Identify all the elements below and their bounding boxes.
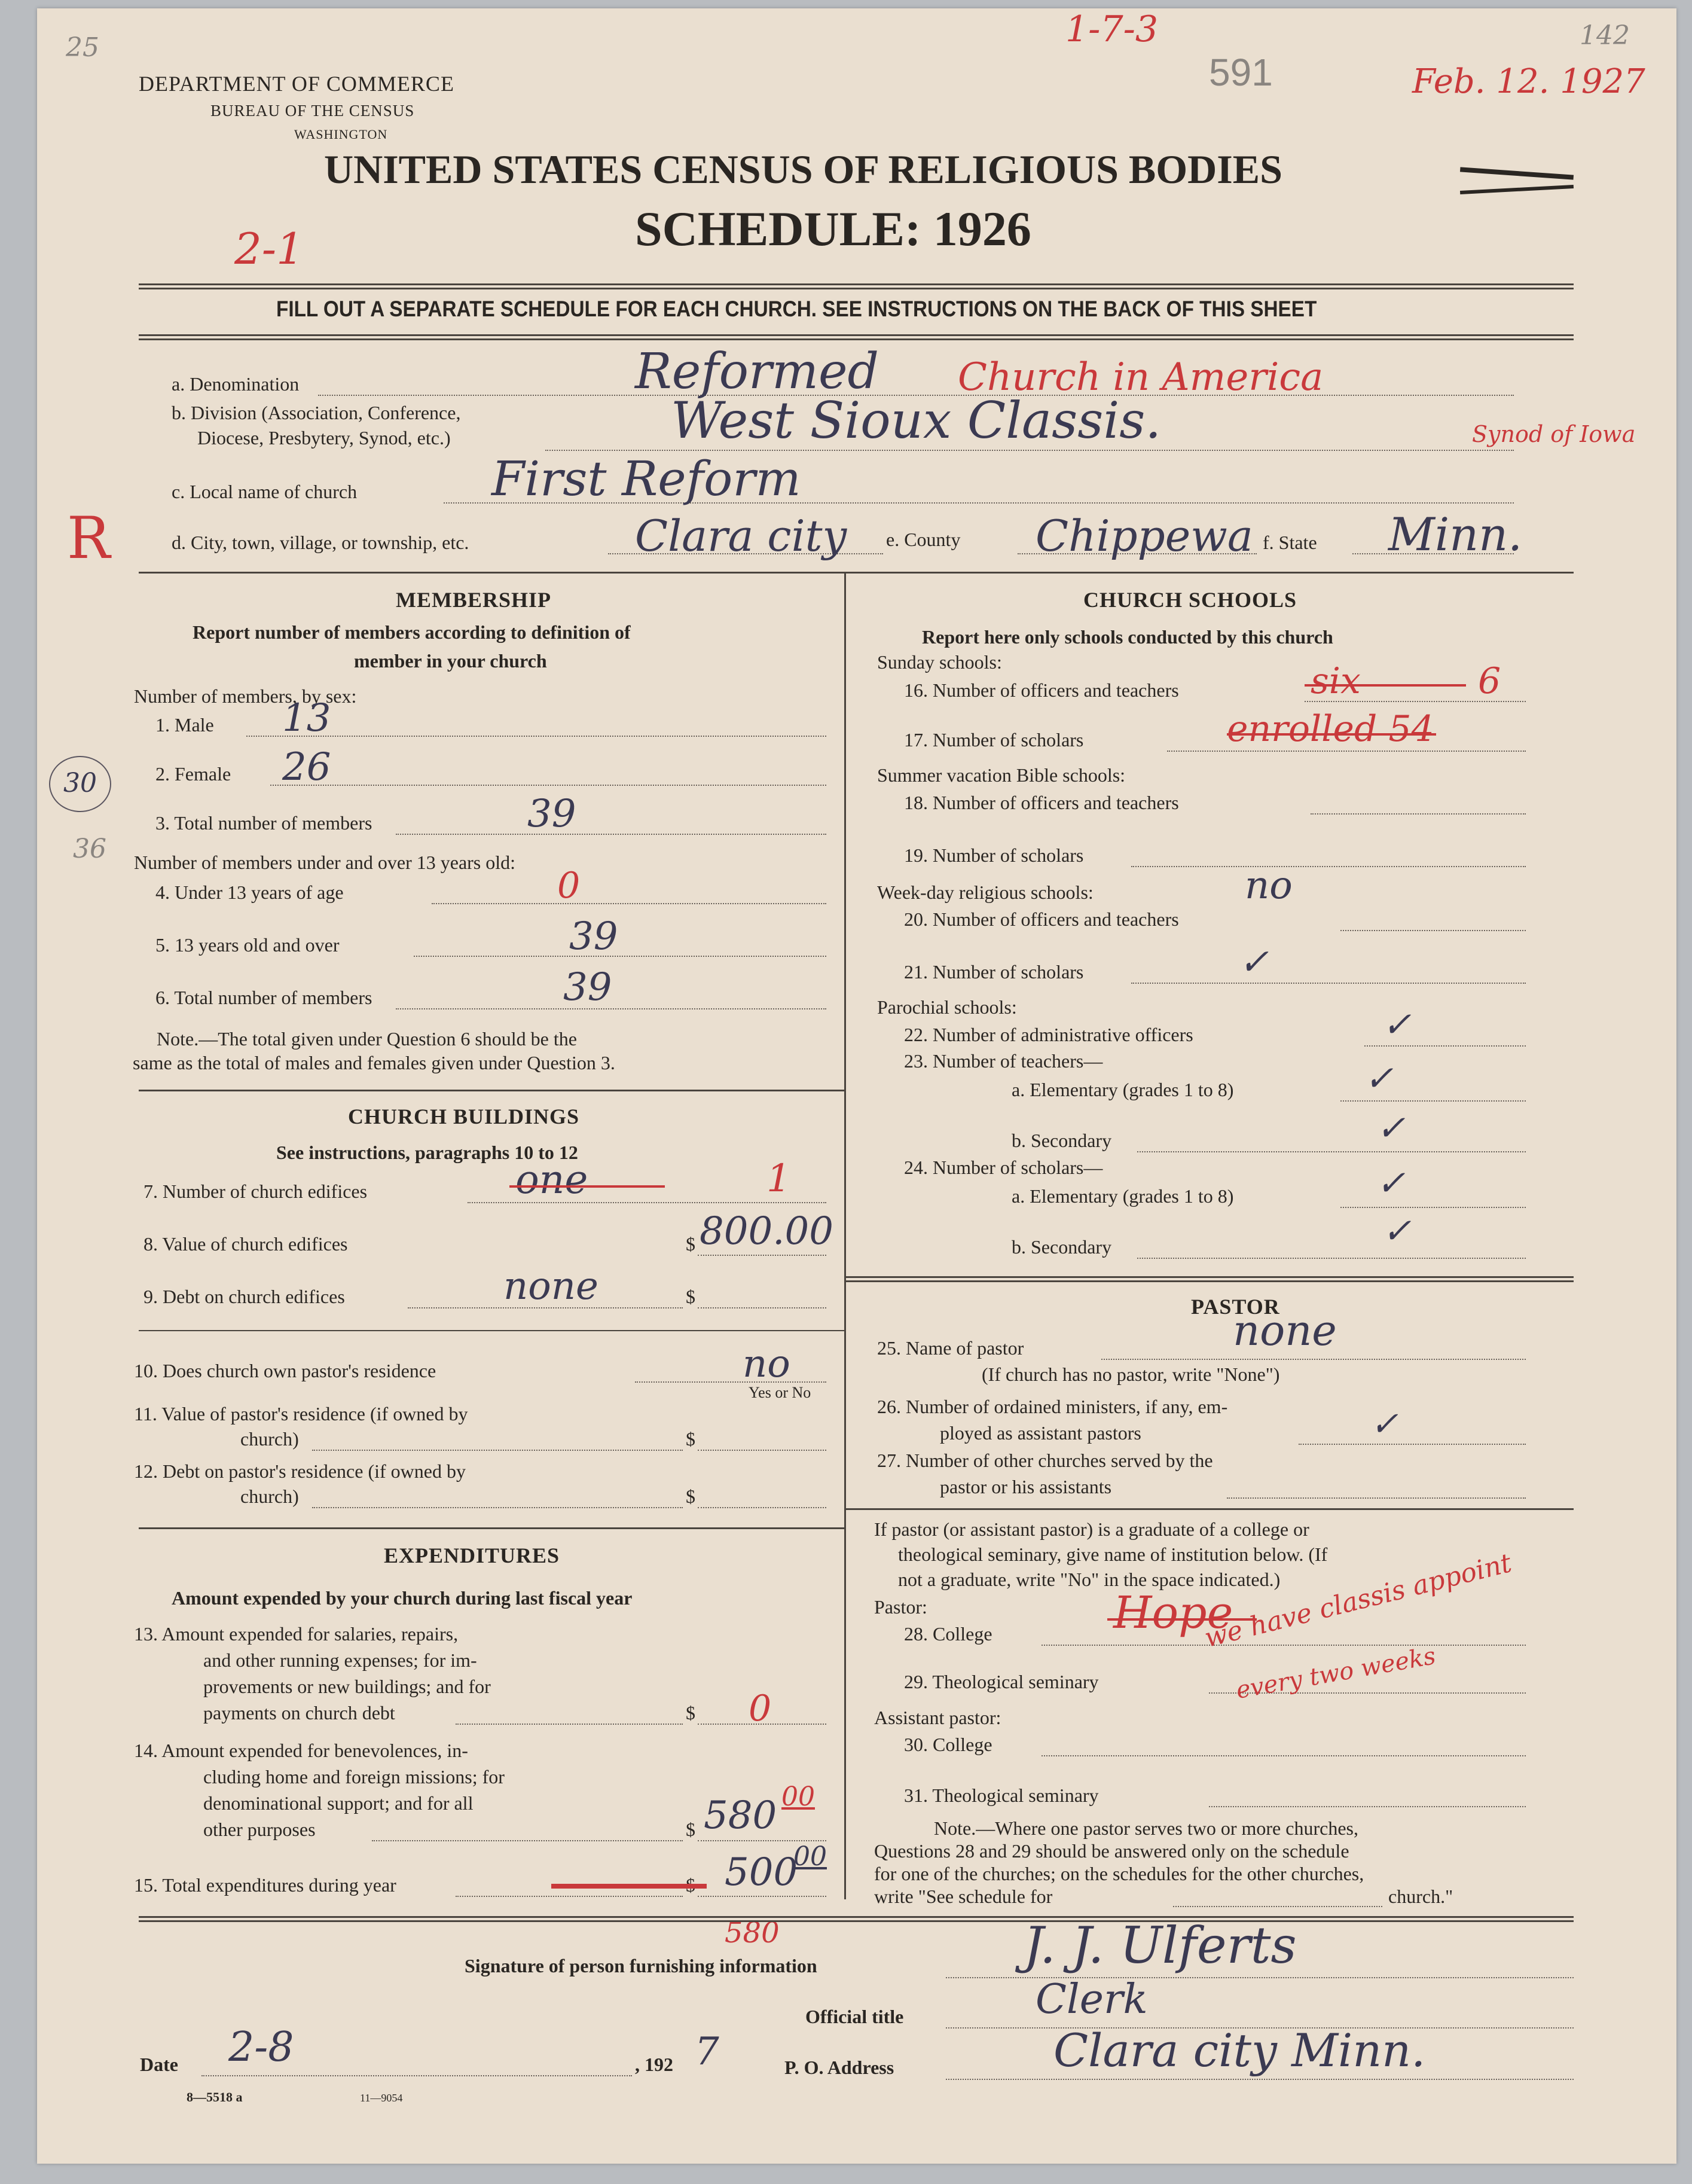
benevolences-value: 580	[704, 1793, 777, 1838]
church-name-label: c. Local name of church	[172, 481, 358, 502]
graduate-note-3: not a graduate, write "No" in the space indicated.)	[898, 1569, 1281, 1590]
parochial-admin-field[interactable]	[1364, 1045, 1526, 1047]
parochial-admin-label: 22. Number of administrative officers	[904, 1024, 1193, 1045]
under-13-value: 0	[557, 865, 581, 907]
benevolences-dollar: $	[686, 1819, 695, 1840]
schools-rule	[844, 1276, 1574, 1282]
po-address-label: P. O. Address	[784, 2057, 894, 2078]
assistant-subsection-label: Assistant pastor:	[874, 1707, 1001, 1728]
buildings-see-instructions: See instructions, paragraphs 10 to 12	[276, 1142, 578, 1163]
total-expenditures-value: 500	[725, 1850, 798, 1895]
division-value: West Sioux Classis.	[671, 391, 1162, 450]
city-value: Clara city	[635, 511, 847, 561]
owns-residence-label: 10. Does church own pastor's residence	[134, 1360, 436, 1381]
owns-residence-value: no	[743, 1342, 790, 1386]
parochial-admin-check: ✓	[1382, 1004, 1412, 1045]
assistant-pastors-field[interactable]	[1299, 1444, 1526, 1445]
other-churches-field[interactable]	[1227, 1497, 1526, 1499]
male-value: 13	[282, 696, 331, 740]
edifices-value-value: 800.00	[700, 1209, 833, 1253]
file-number-note: 1-7-3	[1065, 8, 1159, 50]
edifices-debt-field[interactable]	[698, 1307, 826, 1308]
pastor-name-value: none	[1233, 1306, 1337, 1355]
over-13-field[interactable]	[414, 956, 826, 957]
membership-rule	[139, 1090, 844, 1091]
benevolences-label-4: other purposes	[203, 1819, 316, 1840]
header-scribble-2	[1460, 185, 1574, 194]
city-label: d. City, town, village, or township, etc.	[172, 532, 469, 553]
membership-heading: MEMBERSHIP	[396, 588, 552, 612]
under-13-label: 4. Under 13 years of age	[155, 881, 344, 903]
column-divider	[844, 572, 846, 1899]
margin-letter-r: R	[67, 505, 111, 572]
buildings-rule	[139, 1527, 844, 1529]
division-label-line1: b. Division (Association, Conference,	[172, 402, 461, 423]
schools-intro: Report here only schools conducted by this church	[922, 626, 1333, 648]
running-expenses-label-3: provements or new buildings; and for	[203, 1676, 491, 1697]
parochial-scholars-label: 24. Number of scholars—	[904, 1157, 1103, 1178]
pastor-heading: PASTOR	[1191, 1295, 1280, 1319]
pastor-name-hint: (If church has no pastor, write "None")	[982, 1364, 1280, 1385]
pastor-note-3: for one of the churches; on the schedules for the other churches,	[874, 1863, 1364, 1884]
residence-value-dots	[312, 1450, 683, 1451]
edifices-debt-value: none	[503, 1264, 598, 1308]
residence-value-label-1: 11. Value of pastor's residence (if owned by	[134, 1403, 468, 1425]
summer-officers-label: 18. Number of officers and teachers	[904, 792, 1179, 813]
separate-schedule-instruction: FILL OUT A SEPARATE SCHEDULE FOR EACH CHURCH. SEE INSTRUCTIONS ON THE BACK OF THIS SHEET	[276, 297, 1317, 321]
buildings-mid-rule	[139, 1330, 844, 1331]
total-members-value-3: 39	[527, 792, 576, 836]
signature-value: J. J. Ulferts	[1024, 1916, 1297, 1975]
summer-officers-field[interactable]	[1311, 813, 1526, 815]
total-members-label-6: 6. Total number of members	[155, 987, 372, 1008]
scholars-elementary-field[interactable]	[1340, 1207, 1526, 1208]
sunday-officers-strike	[1305, 684, 1466, 687]
total-expenditures-cents: 00	[793, 1841, 827, 1872]
weekday-officers-field[interactable]	[1340, 930, 1526, 931]
see-schedule-field[interactable]	[1173, 1906, 1382, 1907]
weekday-scholars-label: 21. Number of scholars	[904, 961, 1084, 983]
teachers-elementary-field[interactable]	[1340, 1100, 1526, 1102]
over-13-value: 39	[569, 914, 618, 959]
weekday-schools-label: Week-day religious schools:	[877, 881, 1094, 903]
pastor-note-4b: church."	[1388, 1886, 1453, 1907]
running-expenses-dollar: $	[686, 1702, 695, 1724]
graduate-note-1: If pastor (or assistant pastor) is a graduate of a college or	[874, 1518, 1309, 1540]
sunday-scholars-value: enrolled 54	[1227, 708, 1434, 750]
instruction-rule	[139, 334, 1574, 340]
division-label-line2: Diocese, Presbytery, Synod, etc.)	[197, 427, 451, 449]
buildings-heading: CHURCH BUILDINGS	[348, 1105, 580, 1128]
pastor-name-label: 25. Name of pastor	[877, 1337, 1024, 1359]
sunday-officers-red-value: 6	[1478, 660, 1501, 702]
weekday-scholars-check: ✓	[1239, 941, 1269, 983]
benevolences-label-1: 14. Amount expended for benevolences, in-	[134, 1740, 468, 1761]
benevolences-label-2: cluding home and foreign missions; for	[203, 1766, 505, 1788]
bureau-name: BUREAU OF THE CENSUS	[210, 102, 415, 120]
edifices-value-label: 8. Value of church edifices	[143, 1233, 348, 1255]
teachers-elementary-label: a. Elementary (grades 1 to 8)	[1012, 1079, 1234, 1100]
sunday-officers-value: six	[1311, 660, 1361, 702]
total-expenditures-red-value: 580	[725, 1916, 780, 1950]
summer-scholars-label: 19. Number of scholars	[904, 844, 1084, 866]
total-members-value-6: 39	[563, 965, 612, 1009]
pastor-college-field[interactable]	[1042, 1645, 1526, 1646]
running-expenses-label-4: payments on church debt	[203, 1702, 395, 1724]
circled-note: 30	[49, 756, 111, 812]
sunday-scholars-field[interactable]	[1167, 751, 1526, 752]
assistant-pastors-check: ✓	[1370, 1405, 1398, 1444]
under-13-field[interactable]	[432, 903, 826, 904]
margin-note-36: 36	[73, 834, 106, 864]
benevolences-cents: 00	[781, 1782, 815, 1812]
teachers-secondary-label: b. Secondary	[1012, 1130, 1112, 1151]
schedule-year: SCHEDULE: 1926	[635, 202, 1031, 256]
denomination-label: a. Denomination	[172, 373, 300, 395]
received-date-note: Feb. 12. 1927	[1412, 62, 1645, 101]
residence-debt-label-2: church)	[240, 1486, 299, 1507]
po-address-field[interactable]	[946, 2079, 1574, 2080]
residence-value-field[interactable]	[698, 1450, 826, 1451]
scholars-secondary-check: ✓	[1382, 1210, 1412, 1251]
residence-debt-label-1: 12. Debt on pastor's residence (if owned by	[134, 1460, 466, 1482]
membership-note-2: same as the total of males and females given under Question 3.	[133, 1052, 615, 1073]
residence-value-dollar: $	[686, 1428, 695, 1450]
pastor-college-value: Hope	[1113, 1587, 1233, 1639]
pastor-subsection-label: Pastor:	[874, 1596, 927, 1618]
graduate-note-2: theological seminary, give name of institution below. (If	[898, 1544, 1328, 1565]
assistant-pastors-label-1: 26. Number of ordained ministers, if any, em-	[877, 1396, 1228, 1417]
running-expenses-label-1: 13. Amount expended for salaries, repairs,	[134, 1623, 459, 1645]
census-schedule-sheet	[37, 8, 1676, 2164]
pastor-rule	[844, 1508, 1574, 1510]
division-red-value: Synod of Iowa	[1472, 421, 1636, 447]
female-label: 2. Female	[155, 763, 231, 785]
weekday-schools-value: no	[1245, 864, 1293, 908]
edifices-value-field[interactable]	[698, 1255, 826, 1256]
identity-rule	[139, 572, 1574, 574]
pastor-note-4: write "See schedule for	[874, 1886, 1053, 1907]
total-members-label-3: 3. Total number of members	[155, 812, 372, 834]
signature-label: Signature of person furnishing information	[465, 1955, 817, 1976]
membership-intro-2: member in your church	[354, 650, 547, 672]
running-expenses-dots	[456, 1724, 683, 1725]
edifices-count-label: 7. Number of church edifices	[143, 1181, 368, 1202]
female-field[interactable]	[270, 785, 826, 786]
sunday-schools-label: Sunday schools:	[877, 651, 1002, 673]
members-by-sex-label: Number of members, by sex:	[134, 685, 357, 707]
expenditures-heading: EXPENDITURES	[384, 1544, 560, 1567]
form-title: UNITED STATES CENSUS OF RELIGIOUS BODIES	[324, 147, 1282, 192]
pastor-name-field[interactable]	[1101, 1359, 1526, 1360]
total-expenditures-label: 15. Total expenditures during year	[134, 1874, 396, 1896]
department-name: DEPARTMENT OF COMMERCE	[139, 72, 454, 96]
residence-debt-field[interactable]	[698, 1507, 826, 1508]
teachers-secondary-field[interactable]	[1137, 1151, 1526, 1152]
edifices-count-value: one	[515, 1157, 588, 1203]
church-name-value: First Reform	[491, 451, 801, 507]
bureau-city: WASHINGTON	[294, 127, 388, 142]
print-number: 11—9054	[360, 2092, 403, 2104]
sunday-scholars-label: 17. Number of scholars	[904, 729, 1084, 751]
edifices-debt-dollar: $	[686, 1286, 695, 1307]
membership-intro-1: Report number of members according to definition of	[193, 621, 631, 643]
scholars-elementary-check: ✓	[1376, 1163, 1406, 1203]
assistant-college-label: 30. College	[904, 1734, 992, 1755]
total-expenditures-dollar: $	[686, 1874, 695, 1896]
header-scribble	[1460, 167, 1574, 179]
residence-debt-dollar: $	[686, 1486, 695, 1507]
assistant-college-field[interactable]	[1042, 1755, 1526, 1756]
teachers-elementary-check: ✓	[1364, 1058, 1394, 1099]
running-expenses-label-2: and other running expenses; for im-	[203, 1649, 477, 1671]
total-expenditures-dots	[456, 1896, 683, 1897]
parochial-teachers-label: 23. Number of teachers—	[904, 1050, 1103, 1072]
sunday-scholars-strike	[1227, 733, 1436, 736]
residence-value-label-2: church)	[240, 1428, 299, 1450]
pastor-seminary-red-note-2: every two weeks	[1234, 1642, 1438, 1704]
date-label: Date	[140, 2054, 178, 2075]
denomination-value: Reformed	[635, 343, 879, 400]
sunday-officers-label: 16. Number of officers and teachers	[904, 679, 1179, 701]
teachers-secondary-check: ✓	[1376, 1108, 1406, 1148]
assistant-seminary-label: 31. Theological seminary	[904, 1785, 1099, 1806]
age-breakdown-label: Number of members under and over 13 years old:	[134, 852, 516, 873]
residence-debt-dots	[312, 1507, 683, 1508]
pastor-note-2: Questions 28 and 29 should be answered only on the schedule	[874, 1840, 1349, 1862]
date-field[interactable]	[201, 2075, 632, 2076]
state-label: f. State	[1263, 532, 1317, 553]
date-year-value: 7	[695, 2030, 719, 2074]
over-13-label: 5. 13 years old and over	[155, 934, 340, 956]
total-members-field-3[interactable]	[396, 834, 826, 835]
code-note: 2-1	[234, 224, 304, 274]
yes-no-hint: Yes or No	[749, 1384, 811, 1401]
po-address-value: Clara city Minn.	[1053, 2024, 1426, 2077]
assistant-pastors-label-2: ployed as assistant pastors	[940, 1422, 1141, 1444]
date-value: 2-8	[228, 2024, 294, 2071]
female-value: 26	[282, 745, 331, 789]
male-field[interactable]	[246, 736, 826, 737]
assistant-seminary-field[interactable]	[1209, 1806, 1526, 1807]
edifices-count-strike	[509, 1185, 665, 1188]
total-expenditures-strike	[551, 1884, 707, 1889]
header-rule	[139, 283, 1574, 289]
edifices-value-dollar: $	[686, 1233, 695, 1255]
state-value: Minn.	[1388, 508, 1523, 561]
official-title-value: Clerk	[1036, 1976, 1148, 2023]
parochial-schools-label: Parochial schools:	[877, 996, 1017, 1018]
total-expenditures-field[interactable]	[698, 1896, 826, 1897]
county-label: e. County	[886, 529, 961, 550]
weekday-scholars-field[interactable]	[1131, 983, 1526, 984]
denomination-red-value: Church in America	[958, 355, 1324, 399]
other-churches-label-2: pastor or his assistants	[940, 1476, 1112, 1497]
date-year-prefix: , 192	[635, 2054, 673, 2075]
membership-note-1: Note.—The total given under Question 6 should be the	[157, 1028, 577, 1050]
other-churches-label-1: 27. Number of other churches served by the	[877, 1450, 1213, 1471]
margin-note-top-left: 25	[66, 32, 99, 63]
stamped-number: 591	[1209, 51, 1273, 94]
pastor-note-1: Note.—Where one pastor serves two or more churches,	[934, 1817, 1358, 1839]
weekday-officers-label: 20. Number of officers and teachers	[904, 908, 1179, 930]
benevolences-dots	[372, 1840, 683, 1841]
pastor-college-label: 28. College	[904, 1623, 992, 1645]
owns-residence-field[interactable]	[635, 1381, 826, 1383]
running-expenses-value: 0	[749, 1688, 772, 1729]
official-title-label: Official title	[805, 2006, 904, 2027]
corner-number: 142	[1580, 20, 1630, 51]
expenditures-intro: Amount expended by your church during last fiscal year	[172, 1587, 633, 1609]
county-value: Chippewa	[1036, 511, 1253, 561]
benevolences-label-3: denominational support; and for all	[203, 1792, 474, 1814]
edifices-count-red-value: 1	[766, 1157, 791, 1201]
male-label: 1. Male	[155, 714, 214, 736]
summer-schools-label: Summer vacation Bible schools:	[877, 764, 1126, 786]
edifices-debt-label: 9. Debt on church edifices	[143, 1286, 345, 1307]
summer-scholars-field[interactable]	[1131, 866, 1526, 867]
schools-heading: CHURCH SCHOOLS	[1083, 588, 1297, 612]
footer-rule	[139, 1916, 1574, 1922]
form-number: 8—5518 a	[187, 2090, 243, 2104]
scholars-elementary-label: a. Elementary (grades 1 to 8)	[1012, 1185, 1234, 1207]
scholars-secondary-label: b. Secondary	[1012, 1236, 1112, 1258]
scholars-secondary-field[interactable]	[1137, 1258, 1526, 1259]
pastor-seminary-red-note: we have classis appoint	[1201, 1548, 1515, 1654]
pastor-seminary-label: 29. Theological seminary	[904, 1671, 1099, 1692]
